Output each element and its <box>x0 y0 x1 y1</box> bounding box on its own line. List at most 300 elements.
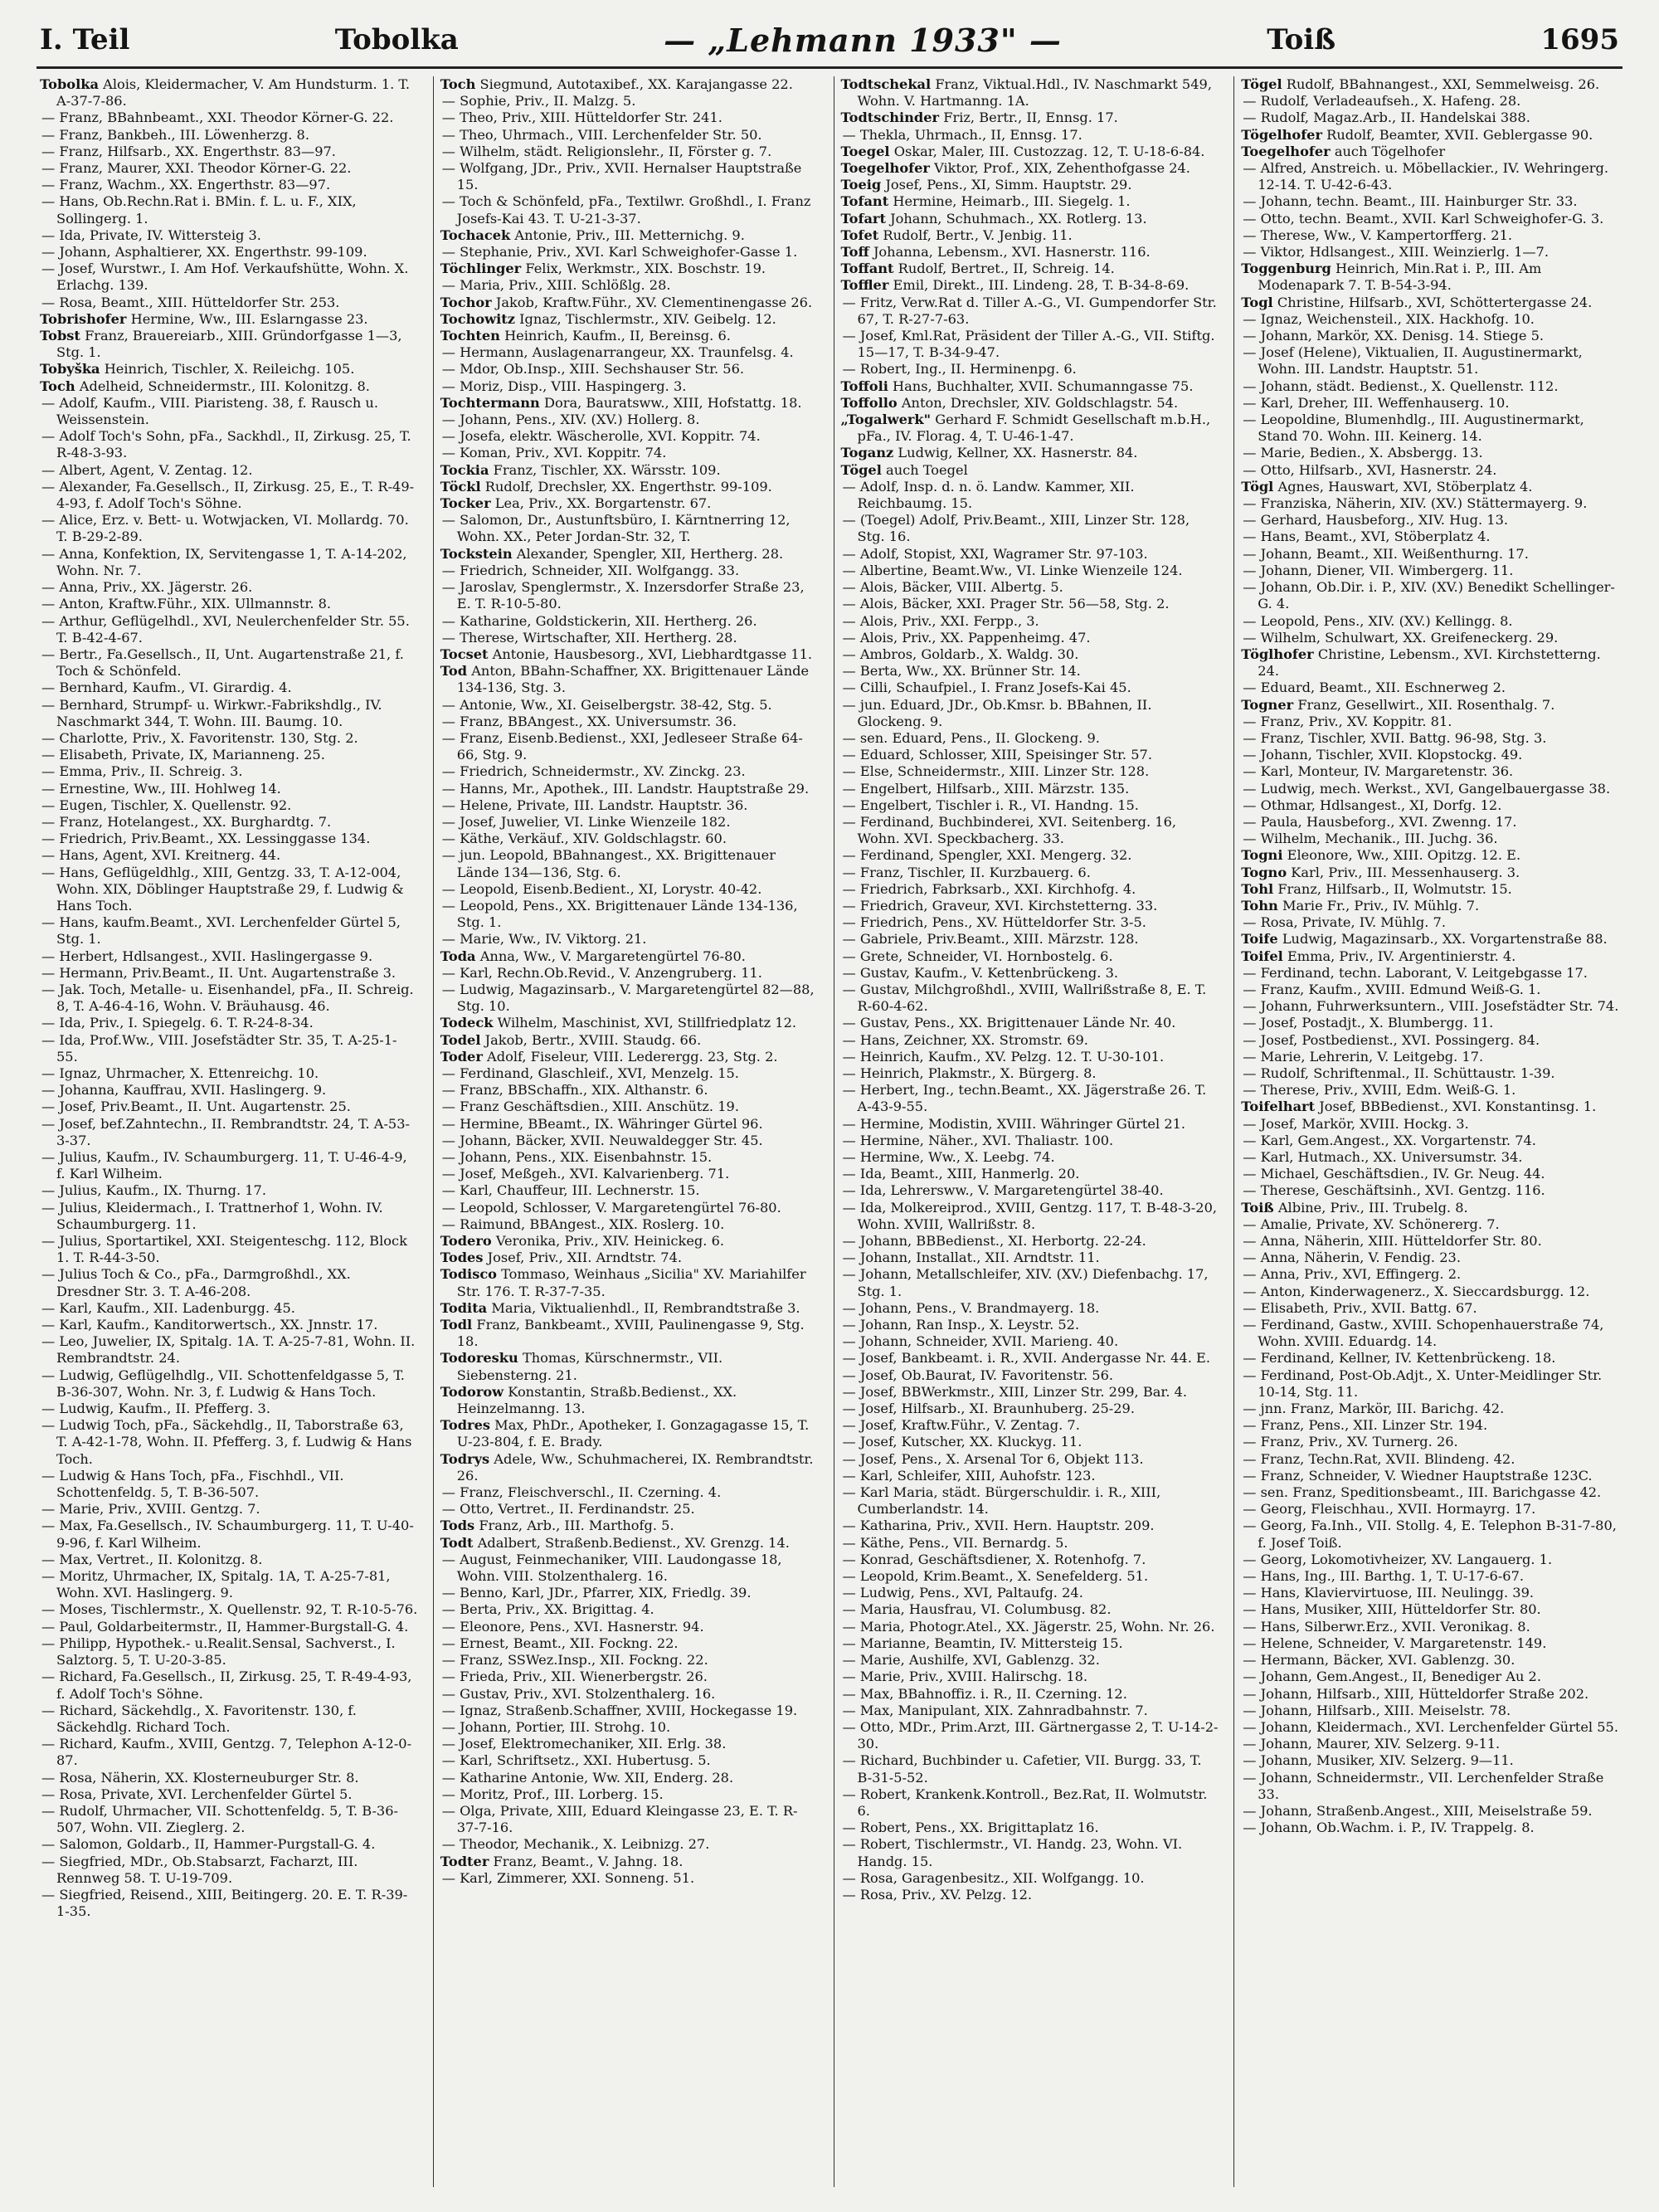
repeat-dash: — <box>1243 461 1261 478</box>
entry-text: Johann, Gem.Angest., II, Benediger Au 2. <box>1260 1669 1541 1685</box>
repeat-dash: — <box>441 1685 460 1702</box>
surname: Tobst <box>40 328 80 344</box>
repeat-dash: — <box>441 831 460 847</box>
directory-entry <box>842 1669 1219 1685</box>
entry-text: Theodor, Mechanik., X. Leibnizg. 27. <box>460 1836 710 1853</box>
directory-entry <box>1243 529 1619 545</box>
entry-text: Julius, Kaufm., IX. Thurng. 17. <box>59 1182 267 1199</box>
repeat-dash: — <box>41 1082 60 1099</box>
entry-text: Rudolf, Uhrmacher, VII. Schottenfeldg. 5, T. B-36-507, Wohn. VII. Zieglerg. 2. <box>56 1802 398 1836</box>
repeat-dash: — <box>842 1752 860 1769</box>
repeat-dash: — <box>1243 1401 1261 1417</box>
surname: Todisco <box>440 1266 497 1283</box>
repeat-dash: — <box>41 1853 60 1869</box>
directory-entry <box>41 948 418 965</box>
entry-text: Friedrich, Priv.Beamt., XX. Lessinggasse 134. <box>59 831 371 847</box>
surname: Toffant <box>840 261 894 277</box>
repeat-dash: — <box>441 378 460 394</box>
repeat-dash: — <box>1243 629 1261 646</box>
entry-text: Arthur, Geflügelhdl., XVI, Neulerchenfelder Str. 55. T. B-42-4-67. <box>56 612 410 646</box>
directory-entry <box>441 1702 819 1719</box>
entry-text: Johann, Installat., XII. Arndtstr. 11. <box>859 1250 1100 1266</box>
repeat-dash: — <box>1243 1048 1261 1065</box>
page-number: 1695 <box>1540 23 1619 56</box>
surname: Tofet <box>840 227 879 243</box>
directory-entry <box>41 1501 418 1518</box>
directory-entry <box>1243 1132 1619 1149</box>
entry-text: Frieda, Priv., XII. Wienerbergstr. 26. <box>460 1669 708 1685</box>
entry-text: Rudolf, Verladeaufseh., X. Hafeng. 28. <box>1260 93 1521 110</box>
entry-text: Franz, Maurer, XXI. Theodor Körner-G. 22. <box>59 160 352 177</box>
entry-text: Josef (Helene), Viktualien, II. Augustinermarkt, Wohn. III. Landstr. Hauptstr. 51. <box>1258 344 1583 378</box>
entry-text: sen. Eduard, Pens., II. Glockeng. 9. <box>859 729 1100 746</box>
directory-entry <box>1243 763 1619 780</box>
repeat-dash: — <box>842 478 860 495</box>
entry-text: Josefa, elektr. Wäscherolle, XVI. Koppitr. 74. <box>460 428 761 445</box>
directory-entry <box>440 1250 819 1266</box>
directory-entry <box>41 1635 418 1669</box>
entry-text: Josef, Priv., XII. Arndtstr. 74. <box>487 1250 683 1266</box>
entry-text: Tommaso, Weinhaus „Sicilia" XV. Mariahilfer Str. 176. T. R-37-7-35. <box>456 1266 806 1299</box>
repeat-dash: — <box>41 1568 60 1585</box>
entry-text: Johann, Ob.Dir. i. P., XIV. (XV.) Benedikt Schellinger-G. 4. <box>1258 579 1615 612</box>
repeat-dash: — <box>842 1601 860 1618</box>
entry-text: Viktor, Hdlsangest., XIII. Weinzierlg. 1—7. <box>1260 244 1549 261</box>
directory-entry <box>1241 478 1619 495</box>
entry-text: Franz, Hotelangest., XX. Burghardtg. 7. <box>59 813 332 830</box>
entry-text: Friedrich, Schneidermstr., XV. Zinckg. 23. <box>460 763 746 780</box>
entry-text: Othmar, Hdlsangest., XI, Dorfg. 12. <box>1260 797 1502 813</box>
directory-entry <box>1243 1450 1619 1468</box>
repeat-dash: — <box>842 1836 860 1853</box>
entry-text: Therese, Priv., XVIII, Edm. Weiß-G. 1. <box>1260 1082 1516 1099</box>
entry-text: Ludwig, Kellner, XX. Hasnerstr. 84. <box>898 445 1138 461</box>
entry-text: Maria, Priv., XIII. Schlößlg. 28. <box>460 277 671 294</box>
repeat-dash: — <box>441 277 460 294</box>
directory-entry <box>441 847 819 880</box>
repeat-dash: — <box>1243 1115 1261 1132</box>
entry-text: Franz, Brauereiarb., XIII. Gründorfgasse 1—3, Stg. 1. <box>56 328 402 361</box>
repeat-dash: — <box>41 831 60 847</box>
directory-entry <box>440 394 819 412</box>
repeat-dash: — <box>41 428 60 445</box>
directory-entry <box>441 1786 819 1803</box>
repeat-dash: — <box>842 1350 860 1367</box>
directory-entry <box>440 1048 819 1065</box>
entry-text: Katharina, Priv., XVII. Hern. Hauptstr. 209. <box>859 1518 1155 1534</box>
surname: Toff <box>840 244 869 261</box>
repeat-dash: — <box>41 1115 60 1132</box>
directory-entry <box>842 1065 1219 1082</box>
repeat-dash: — <box>41 143 60 159</box>
repeat-dash: — <box>441 713 460 729</box>
directory-entry <box>842 1383 1219 1401</box>
directory-entry <box>440 1450 819 1484</box>
repeat-dash: — <box>1243 328 1261 344</box>
entry-text: jnn. Franz, Markör, III. Barichg. 42. <box>1260 1401 1505 1417</box>
repeat-dash: — <box>842 1082 860 1099</box>
repeat-dash: — <box>1243 227 1261 243</box>
directory-entry <box>842 545 1219 563</box>
repeat-dash: — <box>842 680 860 696</box>
entry-text: Johann, Straßenb.Angest., XIII, Meiselstraße 59. <box>1260 1802 1593 1819</box>
repeat-dash: — <box>842 1869 860 1886</box>
directory-entry <box>41 646 418 680</box>
directory-entry <box>441 612 819 630</box>
repeat-dash: — <box>441 780 460 797</box>
repeat-dash: — <box>1243 1216 1261 1232</box>
repeat-dash: — <box>441 1802 460 1819</box>
entry-text: Ferdinand, Gastw., XVIII. Schopenhauerstraße 74, Wohn. XVIII. Eduardg. 14. <box>1258 1317 1604 1350</box>
entry-text: Ludwig & Hans Toch, pFa., Fischhdl., VII. Schottenfeldg. 5, T. B-36-507. <box>56 1467 344 1501</box>
directory-entry <box>41 1417 418 1468</box>
repeat-dash: — <box>842 1484 860 1501</box>
directory-entry <box>41 261 418 294</box>
surname: Toch <box>40 378 75 394</box>
entry-text: Heinrich, Tischler, X. Reileichg. 105. <box>104 361 355 378</box>
repeat-dash: — <box>41 864 60 880</box>
repeat-dash: — <box>441 696 460 713</box>
directory-entry <box>1243 1484 1619 1501</box>
directory-entry <box>1241 864 1619 881</box>
directory-entry <box>1243 713 1619 730</box>
entry-text: August, Feinmechaniker, VIII. Laudongasse 18, Wohn. VIII. Stolzenthalerg. 16. <box>456 1551 782 1585</box>
repeat-dash: — <box>842 1199 860 1216</box>
surname: Toegelhofer <box>1241 143 1331 159</box>
directory-entry <box>1243 1736 1619 1752</box>
directory-entry <box>441 780 819 797</box>
directory-entry <box>842 680 1219 696</box>
entry-text: Käthe, Pens., VII. Bernardg. 5. <box>859 1534 1068 1551</box>
directory-entry <box>1243 378 1619 395</box>
entry-text: Franz, Gesellwirt., XII. Rosenthalg. 7. <box>1297 696 1555 713</box>
directory-entry <box>1243 1250 1619 1266</box>
entry-text: Johann, Pens., XIV. (XV.) Hollerg. 8. <box>460 412 700 428</box>
directory-entry <box>41 1467 418 1501</box>
entry-text: Hermine, Näher., XVI. Thaliastr. 100. <box>859 1132 1114 1148</box>
repeat-dash: — <box>41 1551 60 1567</box>
directory-entry <box>41 1317 418 1333</box>
entry-text: Johann, techn. Beamt., III. Hainburger Str. 33. <box>1260 193 1578 210</box>
repeat-dash: — <box>41 294 60 310</box>
entry-text: Julius, Sportartikel, XXI. Steigenteschg. 112, Block 1. T. R-44-3-50. <box>56 1233 407 1266</box>
directory-entry <box>840 244 1219 261</box>
surname: Tockia <box>440 461 489 478</box>
entry-text: Marie, Lehrerin, V. Leitgebg. 17. <box>1260 1048 1484 1065</box>
directory-entry <box>842 562 1219 579</box>
entry-text: Adelheid, Schneidermstr., III. Kolonitzg. 8. <box>79 378 370 394</box>
repeat-dash: — <box>842 1031 860 1048</box>
entry-text: Elisabeth, Private, IX, Marianneng. 25. <box>59 747 325 763</box>
directory-entry <box>842 1182 1219 1199</box>
repeat-dash: — <box>41 780 60 797</box>
entry-text: Anna, Näherin, XIII. Hütteldorfer Str. 80. <box>1260 1233 1542 1250</box>
directory-entry <box>840 227 1219 244</box>
repeat-dash: — <box>441 797 460 813</box>
directory-entry <box>842 1031 1219 1049</box>
entry-text: Karl, Priv., III. Messenhauserg. 3. <box>1291 864 1520 880</box>
repeat-dash: — <box>441 1585 460 1601</box>
directory-entry <box>842 981 1219 1015</box>
directory-entry <box>842 1869 1219 1887</box>
directory-entry <box>441 931 819 948</box>
repeat-dash: — <box>441 1601 460 1618</box>
column-1 <box>40 76 418 2187</box>
entry-text: Konrad, Geschäftsdiener, X. Rotenhofg. 7. <box>859 1551 1146 1567</box>
repeat-dash: — <box>842 545 860 562</box>
entry-text: Johann, Schuhmach., XX. Rotlerg. 13. <box>890 210 1147 227</box>
repeat-dash: — <box>441 1199 460 1216</box>
directory-entry <box>1243 1166 1619 1182</box>
directory-entry <box>1243 579 1619 612</box>
directory-entry <box>441 579 819 612</box>
surname: Todrys <box>440 1450 490 1467</box>
directory-entry <box>40 328 418 361</box>
directory-entry <box>842 1702 1219 1719</box>
directory-entry <box>842 1484 1219 1518</box>
directory-entry <box>842 596 1219 612</box>
entry-text: Theo, Priv., XIII. Hütteldorfer Str. 241. <box>460 110 722 126</box>
entry-text: Robert, Pens., XX. Brigittaplatz 16. <box>859 1820 1099 1836</box>
repeat-dash: — <box>1243 512 1261 529</box>
repeat-dash: — <box>842 1417 860 1434</box>
repeat-dash: — <box>1243 998 1261 1015</box>
surname: Tods <box>440 1518 475 1534</box>
repeat-dash: — <box>441 629 460 646</box>
entry-text: Johann, Musiker, XIV. Selzerg. 9—11. <box>1260 1752 1514 1769</box>
directory-entry <box>842 512 1219 545</box>
surname: Töchlinger <box>440 261 522 277</box>
directory-entry <box>1243 1601 1619 1618</box>
repeat-dash: — <box>41 1065 60 1081</box>
directory-entry <box>842 612 1219 630</box>
repeat-dash: — <box>842 1467 860 1484</box>
repeat-dash: — <box>441 897 460 914</box>
surname: Todres <box>440 1417 490 1434</box>
directory-entry <box>842 294 1219 328</box>
directory-entry <box>842 1820 1219 1836</box>
surname: Toife <box>1241 931 1278 948</box>
entry-text: Marie, Aushilfe, XVI, Gablenzg. 32. <box>859 1652 1100 1669</box>
directory-entry <box>440 478 819 495</box>
entry-text: Siegmund, Autotaxibef., XX. Karajangasse 22. <box>479 76 793 92</box>
entry-text: Alois, Bäcker, VIII. Albertg. 5. <box>859 579 1063 596</box>
entry-text: Franz, Techn.Rat, XVII. Blindeng. 42. <box>1260 1450 1515 1467</box>
entry-text: Gerhard, Hausbeforg., XIV. Hug. 13. <box>1260 512 1509 529</box>
repeat-dash: — <box>842 1702 860 1718</box>
entry-text: Johanna, Kauffrau, XVII. Haslingerg. 9. <box>59 1082 327 1099</box>
repeat-dash: — <box>441 1065 460 1081</box>
entry-text: Josef, Kraftw.Führ., V. Zentag. 7. <box>859 1417 1080 1434</box>
column-4 <box>1233 76 1619 2187</box>
directory-entry <box>842 813 1219 847</box>
entry-text: Ferdinand, Spengler, XXI. Mengerg. 32. <box>859 847 1132 864</box>
entry-text: Georg, Fleischhau., XVII. Hormayrg. 17. <box>1260 1501 1536 1518</box>
directory-entry <box>440 663 819 696</box>
entry-text: Ferdinand, techn. Laborant, V. Leitgebgasse 17. <box>1260 964 1588 981</box>
directory-entry <box>1243 110 1619 126</box>
entry-text: Franz, Arb., III. Marthofg. 5. <box>479 1518 674 1534</box>
entry-text: Eduard, Beamt., XII. Eschnerweg 2. <box>1260 680 1506 696</box>
entry-text: Johann, Ran Insp., X. Leystr. 52. <box>859 1317 1080 1333</box>
entry-text: Karl, Schleifer, XIII, Auhofstr. 123. <box>859 1467 1096 1484</box>
entry-text: Maria, Hausfrau, VI. Columbusg. 82. <box>859 1601 1112 1618</box>
repeat-dash: — <box>441 445 460 461</box>
entry-text: Berta, Priv., XX. Brigittag. 4. <box>460 1601 654 1618</box>
entry-text: Franz, Pens., XII. Linzer Str. 194. <box>1260 1417 1488 1434</box>
repeat-dash: — <box>842 1266 860 1283</box>
entry-text: Richard, Säckehdlg., X. Favoritenstr. 130, f. Säckehdlg. Richard Toch. <box>56 1702 357 1735</box>
entry-text: Thekla, Uhrmach., II, Ennsg. 17. <box>859 126 1082 143</box>
directory-entry <box>1243 629 1619 646</box>
directory-entry <box>441 361 819 378</box>
directory-entry <box>441 1652 819 1669</box>
entry-text: Anna, Ww., V. Margaretengürtel 76-80. <box>479 948 746 964</box>
repeat-dash: — <box>842 1518 860 1534</box>
entry-text: Eduard, Schlosser, XIII, Speisinger Str. 57. <box>859 747 1152 763</box>
directory-entry <box>1243 1216 1619 1233</box>
directory-entry <box>842 1317 1219 1333</box>
repeat-dash: — <box>441 361 460 378</box>
repeat-dash: — <box>1243 713 1261 729</box>
directory-entry <box>441 93 819 110</box>
repeat-dash: — <box>441 1869 460 1886</box>
repeat-dash: — <box>842 897 860 914</box>
directory-entry <box>1243 227 1619 244</box>
repeat-dash: — <box>842 1048 860 1065</box>
directory-entry <box>1241 696 1619 714</box>
entry-text: Stephanie, Priv., XVI. Karl Schweighofer-Gasse 1. <box>460 244 798 261</box>
repeat-dash: — <box>441 412 460 428</box>
directory-entry <box>441 964 819 982</box>
directory-entry <box>1243 1367 1619 1401</box>
directory-entry <box>441 813 819 831</box>
repeat-dash: — <box>41 948 60 964</box>
entry-text: Franz, Beamt., V. Jahng. 18. <box>493 1853 684 1869</box>
entry-text: Rosa, Private, XVI. Lerchenfelder Gürtel 5. <box>59 1786 353 1802</box>
entry-text: Richard, Kaufm., XVIII, Gentzg. 7, Telephon A-12-0-87. <box>56 1736 412 1769</box>
directory-entry <box>840 143 1219 160</box>
directory-entry <box>1243 1048 1619 1065</box>
entry-text: Ignaz, Weichensteil., XIX. Hackhofg. 10. <box>1260 310 1535 327</box>
directory-entry <box>41 1736 418 1769</box>
repeat-dash: — <box>441 143 460 159</box>
repeat-dash: — <box>1243 1752 1261 1769</box>
entry-text: Hans, Ob.Rechn.Rat i. BMin. f. L. u. F., XIX, Sollingerg. 1. <box>56 193 357 227</box>
entry-text: Ludwig, Pens., XVI, Paltaufg. 24. <box>859 1585 1083 1601</box>
directory-entry <box>441 1585 819 1601</box>
directory-entry <box>440 1233 819 1250</box>
entry-text: Grete, Schneider, VI. Hornbostelg. 6. <box>859 948 1113 964</box>
repeat-dash: — <box>441 1082 460 1099</box>
surname: Tochtermann <box>440 394 540 411</box>
repeat-dash: — <box>1243 1266 1261 1283</box>
entry-text: Karl, Zimmerer, XXI. Sonneng. 51. <box>460 1869 695 1886</box>
directory-entry <box>1243 1401 1619 1417</box>
entry-text: Josef, Ob.Baurat, IV. Favoritenstr. 56. <box>859 1367 1114 1383</box>
entry-text: Georg, Lokomotivheizer, XV. Langauerg. 1. <box>1260 1551 1553 1567</box>
directory-entry <box>842 328 1219 361</box>
directory-entry <box>441 1802 819 1836</box>
directory-entry <box>41 612 418 646</box>
directory-entry <box>41 914 418 948</box>
repeat-dash: — <box>1243 378 1261 394</box>
directory-entry <box>1243 461 1619 479</box>
entry-text: Adolf, Insp. d. n. ö. Landw. Kammer, XII. Reichbaumg. 15. <box>857 478 1135 512</box>
surname: Tocset <box>440 646 489 662</box>
repeat-dash: — <box>1243 1015 1261 1031</box>
entry-text: Eugen, Tischler, X. Quellenstr. 92. <box>59 797 292 813</box>
repeat-dash: — <box>41 1836 60 1853</box>
directory-entry <box>842 1585 1219 1601</box>
repeat-dash: — <box>41 1299 60 1316</box>
repeat-dash: — <box>842 1401 860 1417</box>
repeat-dash: — <box>41 1786 60 1802</box>
entry-text: Josef, Postbedienst., XVI. Possingerg. 84. <box>1260 1031 1540 1048</box>
entry-text: Albertine, Beamt.Ww., VI. Linke Wienzeile 124. <box>859 562 1183 578</box>
repeat-dash: — <box>842 964 860 981</box>
entry-text: Jaroslav, Spenglermstr., X. Inzersdorfer Straße 23, E. T. R-10-5-80. <box>456 579 805 612</box>
directory-entry <box>441 344 819 361</box>
entry-text: Johann, Bäcker, XVII. Neuwaldegger Str. 45. <box>460 1132 763 1148</box>
entry-text: Amalie, Private, XV. Schönererg. 7. <box>1260 1216 1500 1232</box>
entry-text: Rudolf, Drechsler, XX. Engerthstr. 99-109. <box>484 478 772 495</box>
repeat-dash: — <box>1243 1652 1261 1669</box>
repeat-dash: — <box>1243 680 1261 696</box>
repeat-dash: — <box>441 1149 460 1165</box>
repeat-dash: — <box>842 1718 860 1735</box>
directory-entry <box>1243 1652 1619 1669</box>
surname: Tohl <box>1241 880 1274 897</box>
repeat-dash: — <box>1243 1501 1261 1518</box>
surname: Todt <box>440 1534 474 1551</box>
entry-text: Ida, Prof.Ww., VIII. Josefstädter Str. 35, T. A-25-1-55. <box>56 1031 397 1065</box>
entry-text: Hans, Agent, XVI. Kreitnerg. 44. <box>59 847 281 864</box>
surname: Todtschekal <box>840 76 932 92</box>
entry-text: Friz, Bertr., II, Ennsg. 17. <box>943 110 1118 126</box>
directory-entry <box>1241 76 1619 93</box>
repeat-dash: — <box>842 847 860 864</box>
entry-text: Michael, Geschäftsdien., IV. Gr. Neug. 44. <box>1260 1166 1545 1182</box>
directory-entry <box>840 193 1219 210</box>
directory-entry <box>842 1233 1219 1250</box>
directory-entry <box>1243 1802 1619 1820</box>
entry-text: Johann, Metallschleifer, XIV. (XV.) Diefenbachg. 17, Stg. 1. <box>857 1266 1209 1299</box>
repeat-dash: — <box>41 545 60 562</box>
entry-text: Dora, Bauratsww., XIII, Hofstattg. 18. <box>543 394 802 411</box>
directory-entry <box>41 696 418 730</box>
repeat-dash: — <box>842 328 860 344</box>
entry-text: Johann, Pens., XIX. Eisenbahnstr. 15. <box>460 1149 713 1165</box>
directory-entry <box>842 1652 1219 1669</box>
entry-text: Emma, Priv., IV. Argentinierstr. 4. <box>1287 948 1516 964</box>
directory-entry <box>441 1149 819 1166</box>
repeat-dash: — <box>41 1467 60 1484</box>
repeat-dash: — <box>441 1115 460 1132</box>
repeat-dash: — <box>1243 831 1261 847</box>
directory-entry <box>842 1568 1219 1585</box>
repeat-dash: — <box>41 646 60 662</box>
directory-entry <box>441 1484 819 1501</box>
directory-entry <box>41 747 418 763</box>
entry-text: Hans, Beamt., XVI, Stöberplatz 4. <box>1260 529 1491 545</box>
repeat-dash: — <box>41 1015 60 1031</box>
directory-entry <box>441 1618 819 1635</box>
repeat-dash: — <box>1243 612 1261 629</box>
directory-entry <box>1243 780 1619 797</box>
entry-text: Ludwig Toch, pFa., Säckehdlg., II, Taborstraße 63, T. A-42-1-78, Wohn. II. Pfefferg. 3, f. Ludwig & Hans Toch. <box>56 1417 412 1467</box>
directory-entry <box>1243 1551 1619 1568</box>
